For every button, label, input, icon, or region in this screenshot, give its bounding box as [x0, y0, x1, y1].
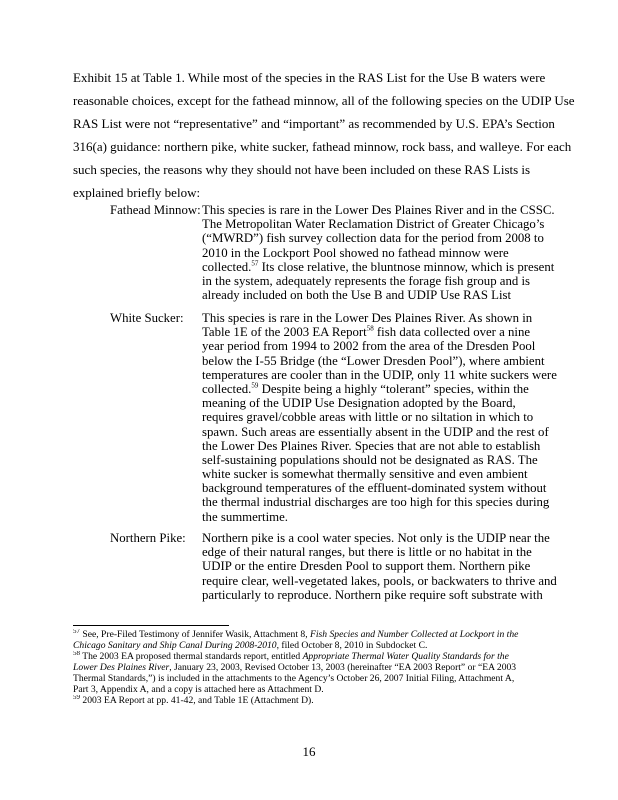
desc-line: the summertime. [202, 509, 289, 524]
footnote-text: The 2003 EA proposed thermal standards report, entitled [80, 651, 303, 662]
desc-line: edge of their natural ranges, but there is little or no habitat in the [202, 545, 532, 560]
footnote-text: 2003 EA Report at pp. 41-42, and Table 1E (Attachment D). [80, 695, 314, 706]
intro-line: RAS List were not “representative” and “important” as recommended by U.S. EPA’s Section [73, 116, 555, 131]
intro-line: explained briefly below: [73, 185, 201, 200]
desc-line: The Metropolitan Water Reclamation District of Greater Chicago’s [202, 217, 545, 232]
intro-line: Exhibit 15 at Table 1. While most of the species in the RAS List for the Use B waters were [73, 70, 546, 85]
footnote-title: Chicago Sanitary and Ship Canal During 2008-2010 [73, 640, 277, 651]
desc-line: background temperatures of the effluent-dominated system without [202, 481, 547, 496]
footnote-58-cont: Part 3, Appendix A, and a copy is attached here as Attachment D. [73, 684, 324, 695]
intro-line: 316(a) guidance: northern pike, white sucker, fathead minnow, rock bass, and walleye. For each [73, 139, 572, 154]
species-name: Fathead Minnow: [110, 203, 201, 217]
desc-text: Its close relative, the bluntnose minnow, which is present [258, 259, 555, 274]
footnote-title: Appropriate Thermal Water Quality Standards for the [302, 651, 509, 662]
intro-paragraph [73, 66, 589, 204]
desc-line: temperatures are cooler than in the UDIP, only 11 white suckers were [202, 367, 557, 382]
desc-line: self-sustaining populations should not be designated as RAS. The [202, 452, 538, 467]
footnote-number: 57 [73, 629, 80, 635]
footnote-57-cont [73, 640, 593, 651]
footnote-ref-58[interactable]: 58 [366, 325, 374, 333]
footnote-text: See, Pre-Filed Testimony of Jennifer Wasik, Attachment 8, [80, 629, 311, 640]
desc-line: in the system, adequately represents the forage fish group and is [202, 273, 531, 288]
desc-text: Table 1E of the 2003 EA Report [202, 325, 367, 340]
footnote-number: 59 [73, 695, 80, 701]
footnote-58-cont: Thermal Standards,”) is included in the attachments to the Agency’s October 26, 2007 Initial Filing, Attachment A, [73, 673, 515, 684]
species-entry-northern-pike [110, 531, 596, 606]
species-description [202, 531, 596, 602]
desc-line: white sucker is somewhat thermally sensitive and even ambient [202, 467, 528, 482]
species-entry-white-sucker [110, 311, 596, 523]
desc-line: the Lower Des Plaines River. Species that are not able to establish [202, 438, 541, 453]
desc-line: (“MWRD”) fish survey collection data for the period from 2008 to [202, 231, 544, 246]
footnote-ref-57[interactable]: 57 [251, 259, 259, 268]
desc-line: the thermal industrial discharges are too high for this species during [202, 495, 550, 510]
footnote-separator [73, 625, 229, 626]
desc-line: 2010 in the Lockport Pool showed no fathead minnow were [202, 245, 509, 260]
desc-line: This species is rare in the Lower Des Plaines River and in the CSSC. [202, 203, 555, 217]
footnote-number: 58 [73, 651, 80, 657]
desc-line: This species is rare in the Lower Des Plaines River. As shown in [202, 311, 533, 325]
footnote-57 [73, 629, 593, 640]
desc-line: meaning of the UDIP Use Designation adopted by the Board, [202, 396, 516, 411]
footnote-text: , filed October 8, 2010 in Subdocket C. [276, 640, 428, 651]
footnotes [73, 629, 593, 706]
intro-line: reasonable choices, except for the fathead minnow, all of the following species on the UDIP Use [73, 93, 575, 108]
footnote-ref-59[interactable]: 59 [251, 381, 259, 390]
footnote-title: Lower Des Plaines River [73, 662, 170, 673]
desc-line: year period from 1994 to 2002 from the area of the Dresden Pool [202, 339, 536, 354]
desc-text: collected. [202, 381, 252, 396]
desc-line: already included on both the Use B and UDIP Use RAS List [202, 288, 512, 303]
desc-line: particularly to reproduce. Northern pike require soft substrate with [202, 587, 543, 602]
desc-line [202, 382, 596, 396]
species-name: White Sucker: [110, 311, 184, 325]
species-description [202, 203, 596, 302]
desc-line: require clear, well-vegetated lakes, pools, or backwaters to thrive and [202, 573, 557, 588]
intro-line: such species, the reasons why they should not have been included on these RAS Lists is [73, 162, 531, 177]
desc-line [202, 325, 596, 339]
page-number: 16 [302, 744, 316, 759]
footnote-58-cont [73, 662, 593, 673]
desc-line: UDIP or the entire Dresden Pool to support them. Northern pike [202, 559, 531, 574]
species-description [202, 311, 596, 524]
footnote-59 [73, 695, 593, 706]
species-entry-fathead-minnow [110, 203, 596, 303]
footnote-title: Fish Species and Number Collected at Lockport in the [310, 629, 519, 640]
desc-line: requires gravel/cobble areas with little or no siltation in which to [202, 410, 534, 425]
desc-line: below the I-55 Bridge (the “Lower Dresden Pool”), where ambient [202, 353, 545, 368]
species-name: Northern Pike: [110, 531, 186, 545]
desc-text: collected. [202, 259, 252, 274]
desc-line [202, 260, 596, 274]
desc-text: fish data collected over a nine [373, 325, 531, 340]
desc-line: Northern pike is a cool water species. Not only is the UDIP near the [202, 531, 550, 545]
desc-line: spawn. Such areas are essentially absent in the UDIP and the rest of [202, 424, 549, 439]
desc-text: Despite being a highly “tolerant” species, within the [258, 381, 529, 396]
footnote-text: , January 23, 2003, Revised October 13, 2003 (hereinafter “EA 2003 Report” or “EA 2003 [169, 662, 517, 673]
footnote-58 [73, 651, 593, 662]
